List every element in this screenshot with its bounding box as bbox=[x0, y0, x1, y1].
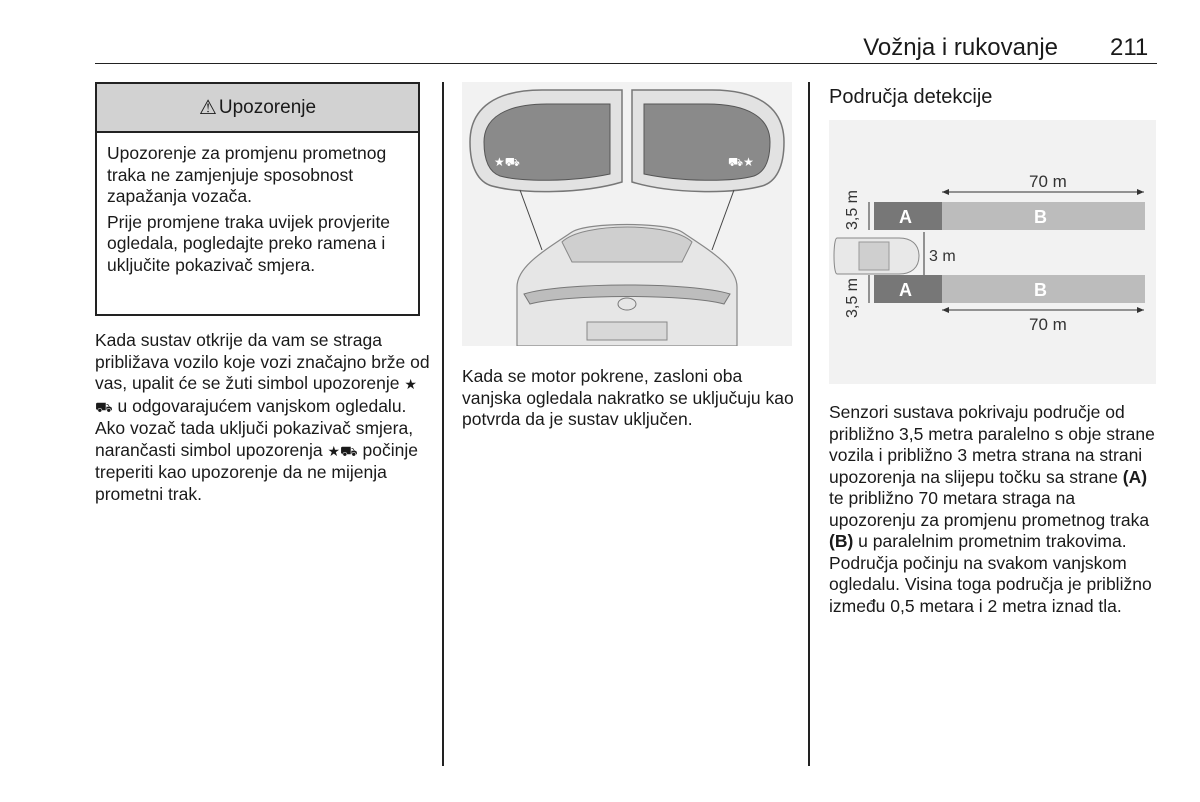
blind-spot-warning-icon: ★⛟ bbox=[95, 376, 417, 415]
page-number: 211 bbox=[1110, 34, 1149, 61]
width-label-bottom: 3,5 m bbox=[844, 277, 861, 318]
body-paragraph: Kada sustav otkrije da vam se straga približava vozilo koje vozi značajno brže od vas, upalit će se žuti simbol upozorenje ★⛟ u odgovarajućem vanjskom ogledalu. Ako vozač tada uključi pokazivač smjera, narančasti simbol upozorenja ★⛟ počinje treperiti kao upozorenje da ne mijenja prometni trak. bbox=[95, 330, 430, 504]
blind-spot-warning-icon: ★⛟ bbox=[327, 442, 358, 459]
detection-zones-diagram bbox=[829, 120, 1156, 384]
warning-triangle-icon: ⚠ bbox=[198, 97, 217, 119]
zone-a-label: A bbox=[899, 280, 912, 300]
warning-paragraph: Upozorenje za promjenu prometnog traka ne zamjenjuje sposobnost zapažanja vozača. bbox=[107, 143, 387, 206]
distance-label-bottom: 70 m bbox=[1029, 315, 1067, 334]
gap-label: 3 m bbox=[929, 248, 956, 265]
warning-box bbox=[95, 82, 420, 316]
zone-b-label: B bbox=[1034, 207, 1047, 227]
zone-b-label: B bbox=[1034, 280, 1047, 300]
column-divider bbox=[442, 82, 444, 766]
warning-title: Upozorenje bbox=[218, 96, 317, 118]
section-heading: Područja detekcije bbox=[829, 86, 993, 108]
warning-header bbox=[97, 84, 418, 133]
column-divider bbox=[808, 82, 810, 766]
body-paragraph: Senzori sustava pokrivaju područje od približno 3,5 metra paralelno s obje strane vozila i približno 3 metra strana na strani upozorenja na slijepu točku sa strane (A) te približno 70 metara straga na upozorenju za promjenu prometnog traka (B) u paralelnim prometnim trakovima. Područja počinju na svakom vanjskom ogledalu. Visina toga područja je približno između 0,5 metara i 2 metra iznad tla. bbox=[829, 402, 1155, 616]
mirror-car-drawing bbox=[462, 82, 792, 346]
header-divider bbox=[95, 63, 1157, 64]
section-title: Vožnja i rukovanje bbox=[863, 34, 1058, 61]
mirror-illustration bbox=[462, 82, 792, 346]
mirror-warning-icon: ⛟★ bbox=[728, 155, 754, 169]
mirror-warning-icon: ★⛟ bbox=[494, 155, 520, 169]
zone-a-label: A bbox=[899, 207, 912, 227]
mirror-caption: Kada se motor pokrene, zasloni oba vanjska ogledala nakratko se uključuju kao potvrda da je sustav uključen. bbox=[462, 366, 794, 429]
detection-zones-drawing bbox=[829, 120, 1156, 384]
distance-label-top: 70 m bbox=[1029, 172, 1067, 191]
warning-paragraph: Prije promjene traka uvijek provjerite ogledala, pogledajte preko ramena i uključite pokazivač smjera. bbox=[107, 211, 391, 275]
width-label-top: 3,5 m bbox=[844, 189, 861, 230]
